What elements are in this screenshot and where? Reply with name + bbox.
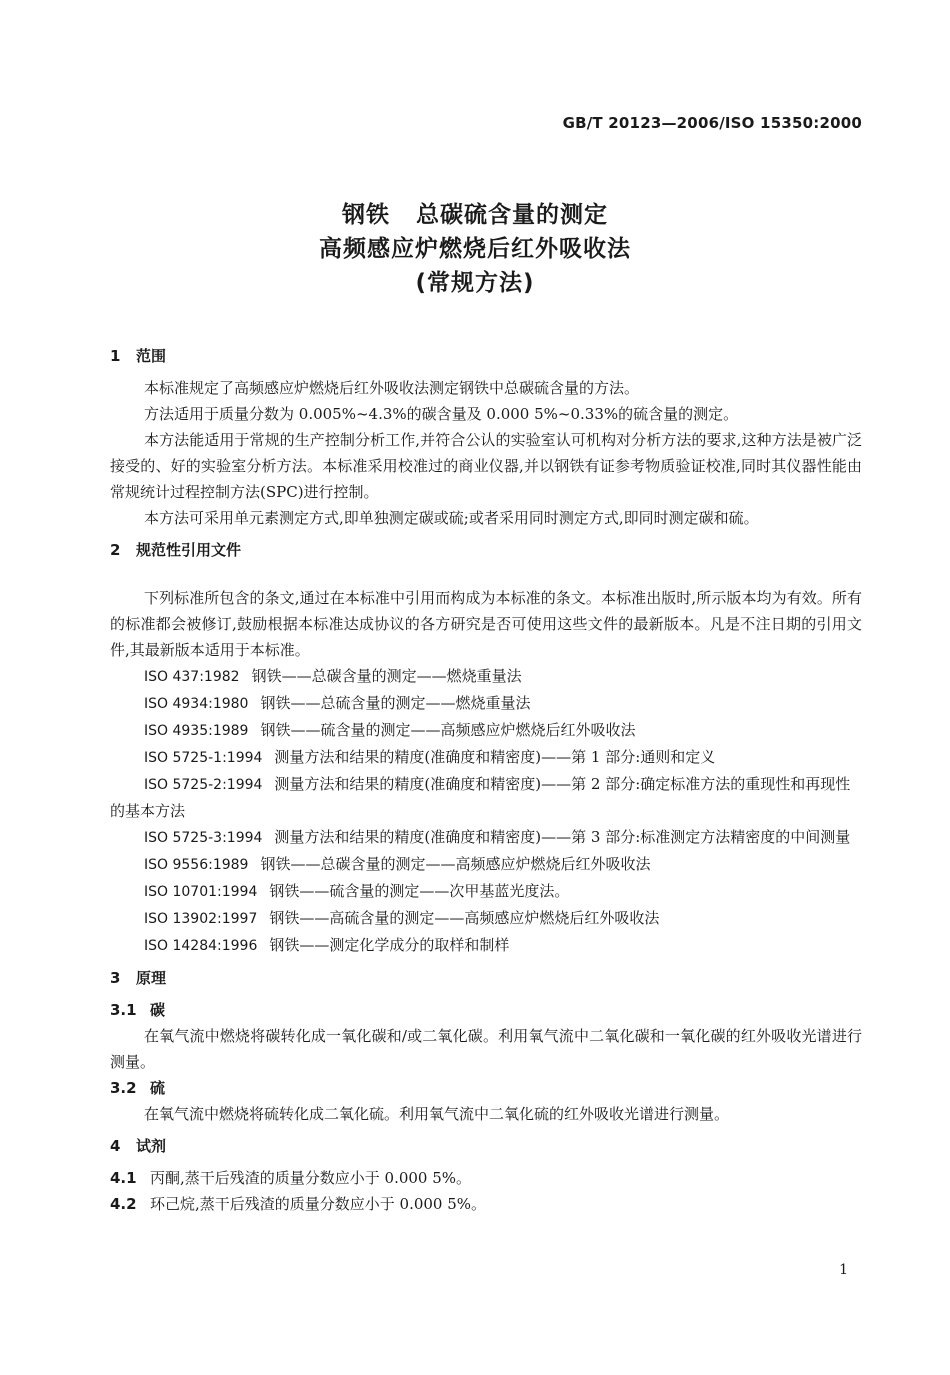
standard-code: GB/T 20123—2006/ISO 15350:2000 — [562, 114, 862, 132]
reference-title: 钢铁——硫含量的测定——次甲基蓝光度法。 — [269, 882, 570, 900]
section-number: 3 — [110, 969, 121, 987]
reference-code: ISO 14284:1996 — [144, 938, 258, 954]
reference-title: 钢铁——总硫含量的测定——燃烧重量法 — [260, 694, 531, 712]
paragraph: 下列标准所包含的条文,通过在本标准中引用而构成为本标准的条文。本标准出版时,所示版本均为有效。所有的标准都会被修订,鼓励根据本标准达成协议的各方研究是否可使用这些文件的最新版本。凡是不注日期的引用文件,其最新版本适用于本标准。 — [110, 589, 862, 659]
reference-item — [110, 905, 862, 932]
reference-code: ISO 5725-3:1994 — [144, 830, 263, 846]
paragraph: 本方法可采用单元素测定方式,即单独测定碳或硫;或者采用同时测定方式,即同时测定碳和硫。 — [144, 509, 759, 527]
reference-item — [110, 717, 862, 744]
reference-code: ISO 9556:1989 — [144, 857, 249, 873]
paragraph: 本方法能适用于常规的生产控制分析工作,并符合公认的实验室认可机构对分析方法的要求,这种方法是被广泛接受的、好的实验室分析方法。本标准采用校准过的商业仪器,并以钢铁有证参考物质验证校准,同时其仪器性能由常规统计过程控制方法(SPC)进行控制。 — [110, 431, 862, 501]
reference-title: 钢铁——总碳含量的测定——高频感应炉燃烧后红外吸收法 — [260, 855, 651, 873]
paragraph: 在氧气流中燃烧将硫转化成二氧化硫。利用氧气流中二氧化硫的红外吸收光谱进行测量。 — [144, 1105, 730, 1123]
item-number: 4.1 — [110, 1169, 137, 1187]
title-line-1 — [0, 198, 950, 232]
reference-title: 钢铁——高硫含量的测定——高频感应炉燃烧后红外吸收法 — [269, 909, 660, 927]
section-3-heading — [110, 965, 862, 991]
reference-code: ISO 437:1982 — [144, 669, 240, 685]
subsection-number: 3.1 — [110, 1001, 137, 1019]
document-body — [110, 343, 862, 1217]
subsection-number: 3.2 — [110, 1079, 137, 1097]
subsection-title: 硫 — [150, 1079, 166, 1097]
paragraph: 方法适用于质量分数为 0.005%~4.3%的碳含量及 0.000 5%~0.33%的硫含量的测定。 — [144, 405, 739, 423]
title-part-a: 钢铁 — [342, 202, 390, 228]
reference-item — [110, 824, 862, 851]
reference-title: 钢铁——硫含量的测定——高频感应炉燃烧后红外吸收法 — [260, 721, 636, 739]
document-title — [0, 198, 950, 300]
reference-code: ISO 4935:1989 — [144, 723, 249, 739]
reference-code: ISO 5725-1:1994 — [144, 750, 263, 766]
reference-title: 测量方法和结果的精度(准确度和精密度)——第 2 部分:确定标准方法的重现性和再现性的基本方法 — [110, 775, 851, 820]
reference-title: 测量方法和结果的精度(准确度和精密度)——第 3 部分:标准测定方法精密度的中间测量 — [274, 828, 851, 846]
section-1-heading — [110, 343, 862, 369]
reference-item — [110, 771, 862, 824]
reagent-item — [110, 1165, 862, 1191]
section-title: 范围 — [136, 347, 167, 365]
paragraph: 本标准规定了高频感应炉燃烧后红外吸收法测定钢铁中总碳硫含量的方法。 — [144, 379, 640, 397]
subsection-3-1-heading — [110, 997, 862, 1023]
title-part-b: 总碳硫含量的测定 — [416, 202, 608, 228]
subsection-3-2-heading — [110, 1075, 862, 1101]
item-text: 环己烷,蒸干后残渣的质量分数应小于 0.000 5%。 — [150, 1195, 487, 1213]
reference-item — [110, 878, 862, 905]
title-line-3: (常规方法) — [415, 270, 535, 296]
title-line-2: 高频感应炉燃烧后红外吸收法 — [319, 236, 631, 262]
reference-code: ISO 13902:1997 — [144, 911, 258, 927]
reference-title: 钢铁——总碳含量的测定——燃烧重量法 — [251, 667, 522, 685]
reference-code: ISO 4934:1980 — [144, 696, 249, 712]
item-number: 4.2 — [110, 1195, 137, 1213]
section-number: 1 — [110, 347, 121, 365]
reference-title: 钢铁——测定化学成分的取样和制样 — [269, 936, 510, 954]
section-2-heading — [110, 537, 862, 563]
reference-item — [110, 851, 862, 878]
section-title: 规范性引用文件 — [136, 541, 242, 559]
section-title: 试剂 — [136, 1137, 167, 1155]
reagent-item — [110, 1191, 862, 1217]
reference-item — [110, 744, 862, 771]
section-title: 原理 — [136, 969, 167, 987]
paragraph: 在氧气流中燃烧将碳转化成一氧化碳和/或二氧化碳。利用氧气流中二氧化碳和一氧化碳的红外吸收光谱进行测量。 — [110, 1027, 862, 1071]
reference-title: 测量方法和结果的精度(准确度和精密度)——第 1 部分:通则和定义 — [274, 748, 716, 766]
reference-code: ISO 10701:1994 — [144, 884, 258, 900]
section-4-heading — [110, 1133, 862, 1159]
section-number: 4 — [110, 1137, 121, 1155]
section-number: 2 — [110, 541, 121, 559]
reference-item — [110, 932, 862, 959]
item-text: 丙酮,蒸干后残渣的质量分数应小于 0.000 5%。 — [150, 1169, 472, 1187]
page-number: 1 — [839, 1262, 848, 1278]
subsection-title: 碳 — [150, 1001, 166, 1019]
reference-code: ISO 5725-2:1994 — [144, 777, 263, 793]
reference-item — [110, 690, 862, 717]
reference-item — [110, 663, 862, 690]
